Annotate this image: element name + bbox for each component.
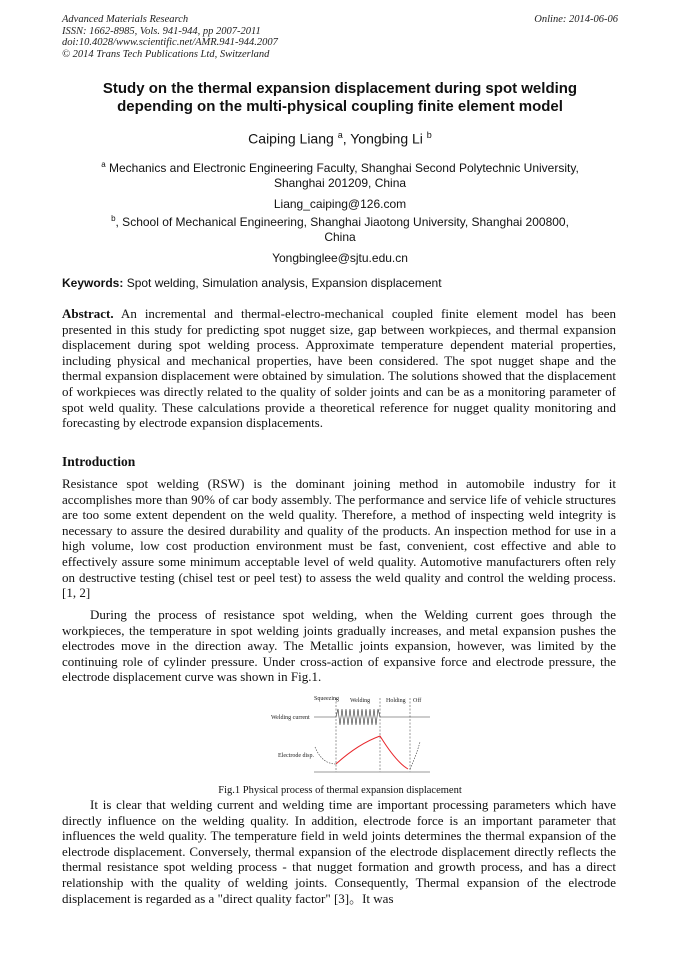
intro-paragraph-2: During the process of resistance spot welding, when the Welding current goes through the workpieces, the temperature in spot welding joints gradually increases, and metal expansion pushes the electrodes move in the direction away. The Metallic joints expansion, however, was limited by the continuing role of cylinder pressure. Under cross-action of expansive force and electrode pressure, the electrode displacement curve was shown in Fig.1.: [62, 607, 616, 685]
email-b: Yongbinglee@sjtu.edu.cn: [272, 251, 408, 265]
abstract: [62, 306, 616, 431]
label-welding: Welding: [350, 698, 371, 704]
title-line-1: Study on the thermal expansion displacement during spot welding: [102, 80, 578, 97]
welding-current-trace: [314, 709, 430, 725]
title-line-2: depending on the multi-physical coupling finite element model: [117, 98, 563, 115]
section-heading-introduction: Introduction: [62, 454, 136, 469]
electrode-squeeze-curve: [315, 747, 336, 764]
keywords-text: Spot welding, Simulation analysis, Expansion displacement: [123, 276, 442, 290]
figure-1: [270, 692, 440, 776]
affiliation-b-line1: , School of Mechanical Engineering, Shanghai Jiaotong University, Shanghai 200800,: [115, 215, 569, 229]
affiliation-a-line2: Shanghai 201209, China: [273, 176, 407, 190]
author-2-sup: b: [426, 130, 432, 140]
keywords: [62, 276, 618, 290]
intro-paragraph-3: It is clear that welding current and welding time are important processing parameters which have directly influence on the welding quality. In addition, electrode force is an important parameter that influences the weld quality. The temperature field in weld joints determines the thermal expansion of the electrode displacement. Conversely, thermal expansion of the electrode displacement directly reflects the thermal resistance spot welding process - that nugget formation and growth process, and has a direct relationship with the quality of welding joints. Consequently, Thermal expansion of the electrode displacement is regarded as a "direct quality factor" [3]。It was: [62, 797, 616, 906]
online-date: Online: 2014-06-06: [534, 14, 618, 25]
author-1: Caiping Liang: [248, 130, 334, 147]
electrode-expansion-curve: [336, 736, 408, 769]
journal-header: [62, 14, 618, 60]
author-1-sup: a: [337, 130, 343, 140]
email-a: Liang_caiping@126.com: [273, 197, 407, 211]
paper-title: [62, 80, 618, 116]
label-holding: Holding: [386, 698, 406, 704]
keywords-label: Keywords:: [62, 276, 124, 290]
label-off: Off: [413, 698, 422, 704]
label-welding-current: Welding current: [271, 715, 310, 721]
affiliation-b-sup: b: [111, 214, 116, 223]
abstract-text: An incremental and thermal-electro-mechanical coupled finite element model has been presented in this study for predicting spot nugget size, gap between workpieces, and thermal expansion displacement during spot welding process. Approximate temperature dependent material properties, including physical and mechanical properties, have been considered. The spot nugget shape and the thermal expansion displacement were obtained by simulation. The solutions showed that the displacement of workpieces was directly related to the quality of solder joints and can be as a monitoring parameter of spot weld quality. These calculations provide a theoretical reference for nugget quality monitoring and forecasting by electrode expansion displacements.: [62, 306, 616, 431]
doi-line: doi:10.4028/www.scientific.net/AMR.941-944.2007: [62, 37, 278, 48]
figure-1-caption: Fig.1 Physical process of thermal expansion displacement: [218, 785, 462, 796]
label-electrode-disp: Electrode disp.: [278, 753, 314, 759]
affiliation-a-line1: Mechanics and Electronic Engineering Faculty, Shanghai Second Polytechnic University,: [105, 161, 579, 175]
affiliation-b: [62, 211, 618, 266]
label-squeezing: Squeezing: [314, 696, 339, 702]
affiliation-a: [62, 157, 618, 212]
affiliation-a-sup: a: [101, 160, 106, 169]
journal-name: Advanced Materials Research: [62, 14, 189, 25]
author-separator: ,: [342, 130, 351, 147]
intro-paragraph-1: Resistance spot welding (RSW) is the dominant joining method in automobile industry for it accomplishes more than 90% of car body assembly. The performance and service life of vehicle structures are too some extent dependent on the weld quality. Therefore, a method of inspecting weld integrity is necessary to assure the desired durability and quality of the products. An inspection method for use in a high volume, low cost production environment must be fast, convenient, cost effective and able to effectively assure some minimum acceptable level of weld quality. Automotive manufacturers often rely on destructive testing (chisel test or peel test) to assess the weld quality and control the welding process. [1, 2]: [62, 476, 616, 601]
affiliation-b-line2: China: [324, 230, 356, 244]
author-2: Yongbing Li: [350, 130, 423, 147]
copyright-line: © 2014 Trans Tech Publications Ltd, Switzerland: [62, 48, 270, 60]
issn-line: ISSN: 1662-8985, Vols. 941-944, pp 2007-2011: [62, 25, 261, 37]
author-list: [62, 130, 618, 147]
electrode-release-curve: [410, 742, 420, 769]
abstract-label: Abstract.: [62, 306, 114, 321]
